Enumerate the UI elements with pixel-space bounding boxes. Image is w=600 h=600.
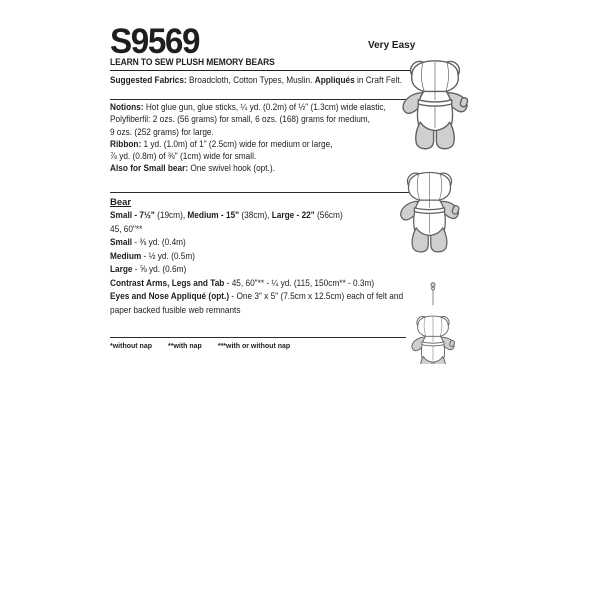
bear-section-title: Bear <box>110 197 132 208</box>
notions-section <box>110 102 427 176</box>
applique-line-continued: paper backed fusible web remnants <box>110 304 241 316</box>
bear-yardage-section <box>110 196 447 317</box>
bear-back-illustration-large <box>400 58 470 150</box>
contrast-line: Contrast Arms, Legs and Tab - 45, 60"** - ¼ yd. (115, 150cm** - 0.3m) <box>110 277 375 289</box>
notions-line: Also for Small bear: One swivel hook (opt.). <box>110 163 275 175</box>
suggested-fabrics-label: Suggested Fabrics: <box>110 75 187 86</box>
nap-footnotes <box>110 343 306 350</box>
applique-line: Eyes and Nose Appliqué (opt.) - One 3" x 5" (7.5cm x 12.5cm) each of felt and <box>110 291 404 302</box>
notions-line: ⅞ yd. (0.8m) of ⅜" (1cm) wide for small. <box>110 151 257 163</box>
footnote-without-nap: *without nap <box>110 343 152 350</box>
notions-line: Ribbon: 1 yd. (1.0m) of 1" (2.5cm) wide for medium or large, <box>110 138 333 150</box>
suggested-fabrics-line: Suggested Fabrics: Broadcloth, Cotton Types, Muslin. Appliqués in Craft Felt. <box>110 75 402 86</box>
swivel-hook-icon <box>431 283 435 305</box>
section-divider-bear <box>110 192 416 193</box>
notions-line: Notions: Hot glue gun, glue sticks, ¼ yd. (0.2m) of ½" (1.3cm) wide elastic, <box>110 102 386 113</box>
footnote-divider <box>110 337 406 338</box>
fabric-width-line: 45, 60"** <box>110 223 143 235</box>
pattern-title: LEARN TO SEW PLUSH MEMORY BEARS <box>110 57 275 67</box>
section-divider-notions <box>110 99 416 100</box>
notions-line: 9 ozs. (252 grams) for large. <box>110 126 214 138</box>
yardage-line-small: Small - ⅜ yd. (0.4m) <box>110 237 186 248</box>
yardage-line-medium: Medium - ½ yd. (0.5m) <box>110 250 195 262</box>
appliques-label: Appliqués <box>314 75 355 86</box>
yardage-line-large: Large - ⅝ yd. (0.6m) <box>110 264 187 275</box>
difficulty-badge: Very Easy <box>368 40 416 51</box>
bear-sizes-line: Small - 7½" (19cm), Medium - 15" (38cm), Large - 22" (56cm) <box>110 210 343 221</box>
notions-line: Polyfiberfil: 2 ozs. (56 grams) for small, 6 ozs. (168) grams for medium, <box>110 114 370 126</box>
bear-back-illustration-small <box>410 281 456 364</box>
bear-back-illustration-medium <box>398 170 461 253</box>
title-divider <box>110 70 416 71</box>
pattern-number: S9569 <box>110 22 200 61</box>
footnote-with-nap: **with nap <box>168 343 202 350</box>
footnote-with-or-without-nap: ***with or without nap <box>217 343 291 350</box>
